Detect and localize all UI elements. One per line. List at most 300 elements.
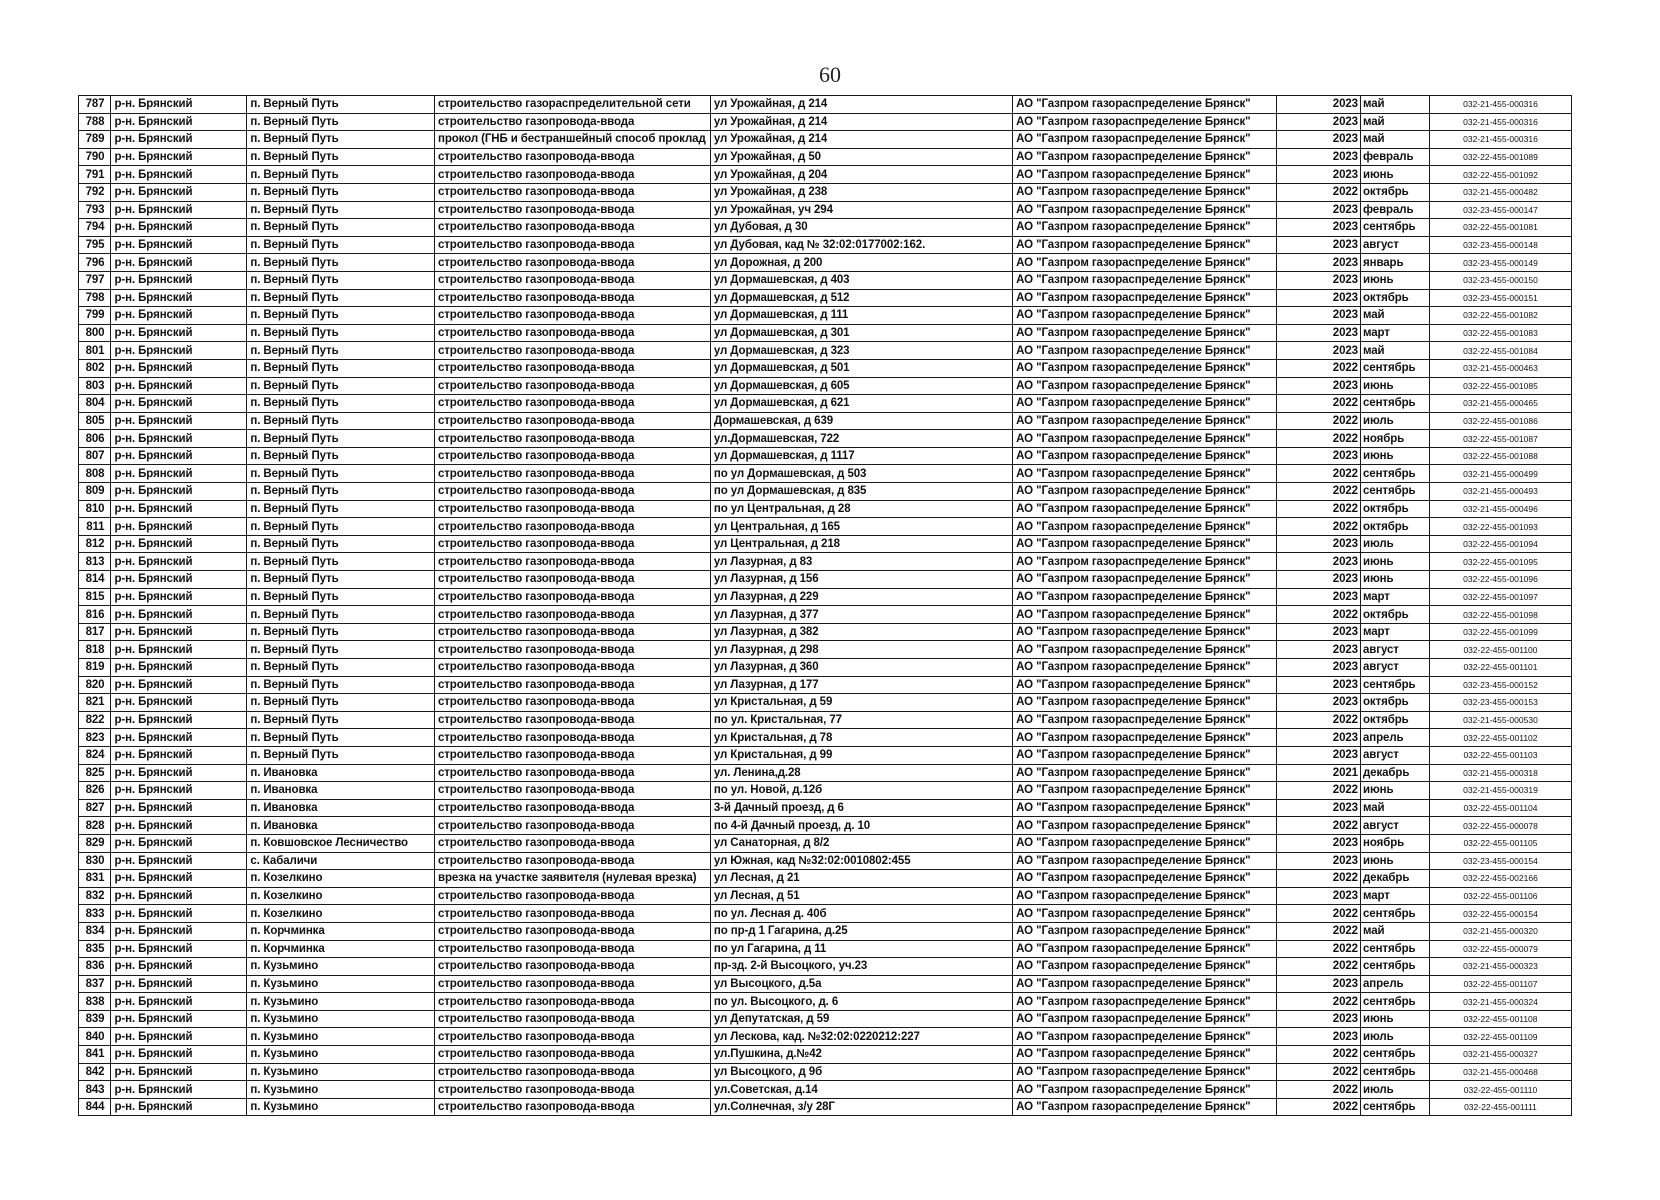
row-number-cell: 791 xyxy=(79,166,111,184)
table-row xyxy=(79,676,1572,694)
address-cell: ул Дормашевская, д 323 xyxy=(710,342,1012,360)
row-number-cell: 817 xyxy=(79,623,111,641)
address-cell: по ул. Высоцкого, д. 6 xyxy=(710,993,1012,1011)
year-cell: 2023 xyxy=(1276,834,1360,852)
district-cell: р-н. Брянский xyxy=(111,729,247,747)
address-cell: ул Дормашевская, д 111 xyxy=(710,307,1012,325)
settlement-cell: п. Верный Путь xyxy=(247,113,435,131)
code-cell: 032-21-455-000463 xyxy=(1429,359,1571,377)
organization-cell: АО "Газпром газораспределение Брянск" xyxy=(1013,324,1277,342)
month-cell: март xyxy=(1360,887,1429,905)
month-cell: июль xyxy=(1360,1028,1429,1046)
address-cell: Дормашевская, д 639 xyxy=(710,412,1012,430)
month-cell: октябрь xyxy=(1360,183,1429,201)
row-number-cell: 839 xyxy=(79,1010,111,1028)
work-type-cell: строительство газопровода-ввода xyxy=(434,746,710,764)
row-number-cell: 798 xyxy=(79,289,111,307)
year-cell: 2022 xyxy=(1276,500,1360,518)
row-number-cell: 808 xyxy=(79,465,111,483)
organization-cell: АО "Газпром газораспределение Брянск" xyxy=(1013,1046,1277,1064)
code-cell: 032-21-455-000493 xyxy=(1429,483,1571,501)
row-number-cell: 830 xyxy=(79,852,111,870)
table-row xyxy=(79,940,1572,958)
address-cell: по ул. Кристальная, 77 xyxy=(710,711,1012,729)
address-cell: ул Лесная, д 51 xyxy=(710,887,1012,905)
work-type-cell: строительство газопровода-ввода xyxy=(434,271,710,289)
settlement-cell: п. Кузьмино xyxy=(247,1063,435,1081)
month-cell: сентябрь xyxy=(1360,1098,1429,1116)
code-cell: 032-22-455-001103 xyxy=(1429,746,1571,764)
work-type-cell: строительство газопровода-ввода xyxy=(434,1010,710,1028)
table-row xyxy=(79,271,1572,289)
district-cell: р-н. Брянский xyxy=(111,588,247,606)
work-type-cell: строительство газопровода-ввода xyxy=(434,676,710,694)
settlement-cell: п. Ковшовское Лесничество xyxy=(247,834,435,852)
row-number-cell: 833 xyxy=(79,905,111,923)
district-cell: р-н. Брянский xyxy=(111,905,247,923)
organization-cell: АО "Газпром газораспределение Брянск" xyxy=(1013,729,1277,747)
row-number-cell: 829 xyxy=(79,834,111,852)
district-cell: р-н. Брянский xyxy=(111,834,247,852)
district-cell: р-н. Брянский xyxy=(111,993,247,1011)
district-cell: р-н. Брянский xyxy=(111,483,247,501)
organization-cell: АО "Газпром газораспределение Брянск" xyxy=(1013,148,1277,166)
organization-cell: АО "Газпром газораспределение Брянск" xyxy=(1013,500,1277,518)
code-cell: 032-22-455-001099 xyxy=(1429,623,1571,641)
month-cell: февраль xyxy=(1360,201,1429,219)
address-cell: ул Урожайная, д 50 xyxy=(710,148,1012,166)
settlement-cell: п. Верный Путь xyxy=(247,148,435,166)
month-cell: ноябрь xyxy=(1360,430,1429,448)
settlement-cell: с. Кабаличи xyxy=(247,852,435,870)
code-cell: 032-22-455-001083 xyxy=(1429,324,1571,342)
row-number-cell: 807 xyxy=(79,447,111,465)
organization-cell: АО "Газпром газораспределение Брянск" xyxy=(1013,236,1277,254)
table-row xyxy=(79,905,1572,923)
code-cell: 032-22-455-001107 xyxy=(1429,975,1571,993)
district-cell: р-н. Брянский xyxy=(111,359,247,377)
address-cell: ул Дормашевская, д 621 xyxy=(710,395,1012,413)
address-cell: ул Урожайная, д 214 xyxy=(710,113,1012,131)
row-number-cell: 809 xyxy=(79,483,111,501)
settlement-cell: п. Верный Путь xyxy=(247,447,435,465)
organization-cell: АО "Газпром газораспределение Брянск" xyxy=(1013,623,1277,641)
code-cell: 032-22-455-001089 xyxy=(1429,148,1571,166)
address-cell: ул Кристальная, д 78 xyxy=(710,729,1012,747)
table-row xyxy=(79,659,1572,677)
code-cell: 032-21-455-000482 xyxy=(1429,183,1571,201)
year-cell: 2023 xyxy=(1276,975,1360,993)
organization-cell: АО "Газпром газораспределение Брянск" xyxy=(1013,254,1277,272)
address-cell: ул Лесная, д 21 xyxy=(710,870,1012,888)
work-type-cell: строительство газопровода-ввода xyxy=(434,307,710,325)
year-cell: 2022 xyxy=(1276,940,1360,958)
district-cell: р-н. Брянский xyxy=(111,307,247,325)
organization-cell: АО "Газпром газораспределение Брянск" xyxy=(1013,764,1277,782)
address-cell: ул Лазурная, д 229 xyxy=(710,588,1012,606)
address-cell: ул Лазурная, д 156 xyxy=(710,571,1012,589)
month-cell: октябрь xyxy=(1360,694,1429,712)
district-cell: р-н. Брянский xyxy=(111,764,247,782)
settlement-cell: п. Козелкино xyxy=(247,870,435,888)
table-row xyxy=(79,412,1572,430)
district-cell: р-н. Брянский xyxy=(111,606,247,624)
code-cell: 032-21-455-000320 xyxy=(1429,922,1571,940)
settlement-cell: п. Верный Путь xyxy=(247,553,435,571)
year-cell: 2023 xyxy=(1276,201,1360,219)
organization-cell: АО "Газпром газораспределение Брянск" xyxy=(1013,1098,1277,1116)
settlement-cell: п. Верный Путь xyxy=(247,271,435,289)
year-cell: 2023 xyxy=(1276,289,1360,307)
settlement-cell: п. Кузьмино xyxy=(247,975,435,993)
settlement-cell: п. Ивановка xyxy=(247,817,435,835)
organization-cell: АО "Газпром газораспределение Брянск" xyxy=(1013,465,1277,483)
year-cell: 2023 xyxy=(1276,852,1360,870)
district-cell: р-н. Брянский xyxy=(111,254,247,272)
settlement-cell: п. Верный Путь xyxy=(247,483,435,501)
organization-cell: АО "Газпром газораспределение Брянск" xyxy=(1013,447,1277,465)
district-cell: р-н. Брянский xyxy=(111,236,247,254)
year-cell: 2022 xyxy=(1276,1063,1360,1081)
address-cell: ул Дорожная, д 200 xyxy=(710,254,1012,272)
table-row xyxy=(79,1010,1572,1028)
month-cell: март xyxy=(1360,324,1429,342)
year-cell: 2022 xyxy=(1276,483,1360,501)
district-cell: р-н. Брянский xyxy=(111,1063,247,1081)
address-cell: ул Высоцкого, д 9б xyxy=(710,1063,1012,1081)
year-cell: 2022 xyxy=(1276,412,1360,430)
work-type-cell: строительство газопровода-ввода xyxy=(434,201,710,219)
work-type-cell: строительство газопровода-ввода xyxy=(434,219,710,237)
month-cell: май xyxy=(1360,113,1429,131)
code-cell: 032-22-455-001102 xyxy=(1429,729,1571,747)
code-cell: 032-22-455-001111 xyxy=(1429,1098,1571,1116)
work-type-cell: строительство газопровода-ввода xyxy=(434,799,710,817)
month-cell: июнь xyxy=(1360,447,1429,465)
code-cell: 032-23-455-000149 xyxy=(1429,254,1571,272)
address-cell: ул Урожайная, д 204 xyxy=(710,166,1012,184)
work-type-cell: строительство газопровода-ввода xyxy=(434,359,710,377)
code-cell: 032-22-455-001085 xyxy=(1429,377,1571,395)
month-cell: октябрь xyxy=(1360,711,1429,729)
table-row xyxy=(79,1081,1572,1099)
year-cell: 2023 xyxy=(1276,887,1360,905)
month-cell: октябрь xyxy=(1360,606,1429,624)
table-row xyxy=(79,623,1572,641)
table-row xyxy=(79,887,1572,905)
code-cell: 032-22-455-000079 xyxy=(1429,940,1571,958)
district-cell: р-н. Брянский xyxy=(111,447,247,465)
address-cell: ул Центральная, д 218 xyxy=(710,535,1012,553)
district-cell: р-н. Брянский xyxy=(111,746,247,764)
row-number-cell: 788 xyxy=(79,113,111,131)
table-row xyxy=(79,1098,1572,1116)
district-cell: р-н. Брянский xyxy=(111,324,247,342)
address-cell: по ул Дормашевская, д 835 xyxy=(710,483,1012,501)
year-cell: 2022 xyxy=(1276,359,1360,377)
year-cell: 2023 xyxy=(1276,219,1360,237)
row-number-cell: 787 xyxy=(79,96,111,114)
row-number-cell: 843 xyxy=(79,1081,111,1099)
row-number-cell: 818 xyxy=(79,641,111,659)
address-cell: ул.Дормашевская, 722 xyxy=(710,430,1012,448)
code-cell: 032-21-455-000316 xyxy=(1429,96,1571,114)
code-cell: 032-22-455-001101 xyxy=(1429,659,1571,677)
work-type-cell: строительство газопровода-ввода xyxy=(434,764,710,782)
address-cell: ул Южная, кад №32:02:0010802:455 xyxy=(710,852,1012,870)
address-cell: ул Дормашевская, д 403 xyxy=(710,271,1012,289)
year-cell: 2023 xyxy=(1276,746,1360,764)
work-type-cell: строительство газопровода-ввода xyxy=(434,905,710,923)
work-type-cell: строительство газопровода-ввода xyxy=(434,535,710,553)
address-cell: ул Урожайная, уч 294 xyxy=(710,201,1012,219)
district-cell: р-н. Брянский xyxy=(111,518,247,536)
organization-cell: АО "Газпром газораспределение Брянск" xyxy=(1013,271,1277,289)
district-cell: р-н. Брянский xyxy=(111,711,247,729)
table-row xyxy=(79,430,1572,448)
district-cell: р-н. Брянский xyxy=(111,500,247,518)
code-cell: 032-21-455-000327 xyxy=(1429,1046,1571,1064)
settlement-cell: п. Верный Путь xyxy=(247,729,435,747)
table-row xyxy=(79,975,1572,993)
address-cell: ул Дормашевская, д 501 xyxy=(710,359,1012,377)
district-cell: р-н. Брянский xyxy=(111,940,247,958)
code-cell: 032-22-455-001100 xyxy=(1429,641,1571,659)
month-cell: июль xyxy=(1360,535,1429,553)
organization-cell: АО "Газпром газораспределение Брянск" xyxy=(1013,1081,1277,1099)
address-cell: пр-зд. 2-й Высоцкого, уч.23 xyxy=(710,958,1012,976)
district-cell: р-н. Брянский xyxy=(111,958,247,976)
organization-cell: АО "Газпром газораспределение Брянск" xyxy=(1013,535,1277,553)
table-row xyxy=(79,307,1572,325)
settlement-cell: п. Кузьмино xyxy=(247,1010,435,1028)
district-cell: р-н. Брянский xyxy=(111,148,247,166)
code-cell: 032-23-455-000154 xyxy=(1429,852,1571,870)
work-type-cell: строительство газопровода-ввода xyxy=(434,606,710,624)
organization-cell: АО "Газпром газораспределение Брянск" xyxy=(1013,483,1277,501)
row-number-cell: 790 xyxy=(79,148,111,166)
table-row xyxy=(79,131,1572,149)
work-type-cell: строительство газопровода-ввода xyxy=(434,1063,710,1081)
year-cell: 2023 xyxy=(1276,342,1360,360)
district-cell: р-н. Брянский xyxy=(111,1098,247,1116)
table-row xyxy=(79,641,1572,659)
organization-cell: АО "Газпром газораспределение Брянск" xyxy=(1013,377,1277,395)
work-type-cell: строительство газопровода-ввода xyxy=(434,711,710,729)
table-row xyxy=(79,922,1572,940)
month-cell: сентябрь xyxy=(1360,993,1429,1011)
table-row xyxy=(79,993,1572,1011)
row-number-cell: 832 xyxy=(79,887,111,905)
month-cell: июль xyxy=(1360,1081,1429,1099)
table-row xyxy=(79,113,1572,131)
organization-cell: АО "Газпром газораспределение Брянск" xyxy=(1013,571,1277,589)
settlement-cell: п. Верный Путь xyxy=(247,254,435,272)
month-cell: ноябрь xyxy=(1360,834,1429,852)
district-cell: р-н. Брянский xyxy=(111,183,247,201)
address-cell: ул Депутатская, д 59 xyxy=(710,1010,1012,1028)
row-number-cell: 828 xyxy=(79,817,111,835)
row-number-cell: 840 xyxy=(79,1028,111,1046)
year-cell: 2023 xyxy=(1276,588,1360,606)
district-cell: р-н. Брянский xyxy=(111,377,247,395)
district-cell: р-н. Брянский xyxy=(111,96,247,114)
address-cell: ул Дормашевская, д 605 xyxy=(710,377,1012,395)
row-number-cell: 792 xyxy=(79,183,111,201)
table-row xyxy=(79,746,1572,764)
row-number-cell: 802 xyxy=(79,359,111,377)
year-cell: 2023 xyxy=(1276,254,1360,272)
address-cell: ул Дубовая, д 30 xyxy=(710,219,1012,237)
district-cell: р-н. Брянский xyxy=(111,782,247,800)
code-cell: 032-22-455-001092 xyxy=(1429,166,1571,184)
code-cell: 032-21-455-000319 xyxy=(1429,782,1571,800)
address-cell: 3-й Дачный проезд, д 6 xyxy=(710,799,1012,817)
month-cell: август xyxy=(1360,746,1429,764)
code-cell: 032-23-455-000147 xyxy=(1429,201,1571,219)
month-cell: сентябрь xyxy=(1360,1046,1429,1064)
year-cell: 2023 xyxy=(1276,799,1360,817)
work-type-cell: строительство газопровода-ввода xyxy=(434,852,710,870)
year-cell: 2021 xyxy=(1276,764,1360,782)
organization-cell: АО "Газпром газораспределение Брянск" xyxy=(1013,359,1277,377)
month-cell: июнь xyxy=(1360,1010,1429,1028)
work-type-cell: строительство газопровода-ввода xyxy=(434,729,710,747)
organization-cell: АО "Газпром газораспределение Брянск" xyxy=(1013,166,1277,184)
settlement-cell: п. Верный Путь xyxy=(247,694,435,712)
year-cell: 2022 xyxy=(1276,711,1360,729)
district-cell: р-н. Брянский xyxy=(111,623,247,641)
work-type-cell: строительство газопровода-ввода xyxy=(434,623,710,641)
settlement-cell: п. Кузьмино xyxy=(247,1028,435,1046)
organization-cell: АО "Газпром газораспределение Брянск" xyxy=(1013,975,1277,993)
district-cell: р-н. Брянский xyxy=(111,166,247,184)
code-cell: 032-22-455-001082 xyxy=(1429,307,1571,325)
table-row xyxy=(79,148,1572,166)
month-cell: сентябрь xyxy=(1360,359,1429,377)
table-row xyxy=(79,395,1572,413)
table-row xyxy=(79,254,1572,272)
month-cell: май xyxy=(1360,799,1429,817)
row-number-cell: 804 xyxy=(79,395,111,413)
district-cell: р-н. Брянский xyxy=(111,289,247,307)
month-cell: сентябрь xyxy=(1360,940,1429,958)
work-type-cell: строительство газопровода-ввода xyxy=(434,500,710,518)
district-cell: р-н. Брянский xyxy=(111,694,247,712)
year-cell: 2022 xyxy=(1276,395,1360,413)
code-cell: 032-23-455-000153 xyxy=(1429,694,1571,712)
code-cell: 032-21-455-000465 xyxy=(1429,395,1571,413)
table-row xyxy=(79,764,1572,782)
settlement-cell: п. Верный Путь xyxy=(247,676,435,694)
row-number-cell: 797 xyxy=(79,271,111,289)
month-cell: август xyxy=(1360,236,1429,254)
code-cell: 032-22-455-001088 xyxy=(1429,447,1571,465)
organization-cell: АО "Газпром газораспределение Брянск" xyxy=(1013,412,1277,430)
district-cell: р-н. Брянский xyxy=(111,1028,247,1046)
organization-cell: АО "Газпром газораспределение Брянск" xyxy=(1013,817,1277,835)
gas-connection-table xyxy=(78,95,1572,1116)
organization-cell: АО "Газпром газораспределение Брянск" xyxy=(1013,606,1277,624)
work-type-cell: строительство газопровода-ввода xyxy=(434,817,710,835)
district-cell: р-н. Брянский xyxy=(111,1046,247,1064)
code-cell: 032-22-455-002166 xyxy=(1429,870,1571,888)
address-cell: ул Санаторная, д 8/2 xyxy=(710,834,1012,852)
organization-cell: АО "Газпром газораспределение Брянск" xyxy=(1013,1028,1277,1046)
address-cell: ул Лазурная, д 83 xyxy=(710,553,1012,571)
settlement-cell: п. Верный Путь xyxy=(247,201,435,219)
table-row xyxy=(79,289,1572,307)
code-cell: 032-22-455-001084 xyxy=(1429,342,1571,360)
work-type-cell: строительство газопровода-ввода xyxy=(434,887,710,905)
address-cell: по ул Дормашевская, д 503 xyxy=(710,465,1012,483)
address-cell: ул Высоцкого, д.5а xyxy=(710,975,1012,993)
address-cell: ул Урожайная, д 214 xyxy=(710,131,1012,149)
row-number-cell: 810 xyxy=(79,500,111,518)
settlement-cell: п. Верный Путь xyxy=(247,219,435,237)
page-number: 60 xyxy=(819,62,841,87)
month-cell: июнь xyxy=(1360,377,1429,395)
row-number-cell: 824 xyxy=(79,746,111,764)
month-cell: июнь xyxy=(1360,271,1429,289)
row-number-cell: 841 xyxy=(79,1046,111,1064)
year-cell: 2022 xyxy=(1276,465,1360,483)
year-cell: 2023 xyxy=(1276,377,1360,395)
code-cell: 032-21-455-000496 xyxy=(1429,500,1571,518)
year-cell: 2022 xyxy=(1276,905,1360,923)
organization-cell: АО "Газпром газораспределение Брянск" xyxy=(1013,887,1277,905)
year-cell: 2023 xyxy=(1276,307,1360,325)
work-type-cell: строительство газопровода-ввода xyxy=(434,324,710,342)
row-number-cell: 844 xyxy=(79,1098,111,1116)
work-type-cell: строительство газопровода-ввода xyxy=(434,641,710,659)
year-cell: 2022 xyxy=(1276,817,1360,835)
settlement-cell: п. Верный Путь xyxy=(247,711,435,729)
settlement-cell: п. Верный Путь xyxy=(247,236,435,254)
organization-cell: АО "Газпром газораспределение Брянск" xyxy=(1013,958,1277,976)
organization-cell: АО "Газпром газораспределение Брянск" xyxy=(1013,183,1277,201)
table-row xyxy=(79,359,1572,377)
code-cell: 032-22-455-001095 xyxy=(1429,553,1571,571)
month-cell: июнь xyxy=(1360,852,1429,870)
district-cell: р-н. Брянский xyxy=(111,641,247,659)
row-number-cell: 812 xyxy=(79,535,111,553)
year-cell: 2022 xyxy=(1276,1081,1360,1099)
year-cell: 2022 xyxy=(1276,606,1360,624)
district-cell: р-н. Брянский xyxy=(111,870,247,888)
work-type-cell: строительство газопровода-ввода xyxy=(434,148,710,166)
code-cell: 032-22-455-001087 xyxy=(1429,430,1571,448)
month-cell: октябрь xyxy=(1360,500,1429,518)
year-cell: 2022 xyxy=(1276,782,1360,800)
settlement-cell: п. Верный Путь xyxy=(247,430,435,448)
year-cell: 2023 xyxy=(1276,148,1360,166)
row-number-cell: 819 xyxy=(79,659,111,677)
row-number-cell: 801 xyxy=(79,342,111,360)
row-number-cell: 816 xyxy=(79,606,111,624)
settlement-cell: п. Кузьмино xyxy=(247,1046,435,1064)
work-type-cell: строительство газопровода-ввода xyxy=(434,1081,710,1099)
organization-cell: АО "Газпром газораспределение Брянск" xyxy=(1013,553,1277,571)
year-cell: 2022 xyxy=(1276,922,1360,940)
year-cell: 2023 xyxy=(1276,659,1360,677)
row-number-cell: 827 xyxy=(79,799,111,817)
address-cell: ул Лазурная, д 298 xyxy=(710,641,1012,659)
work-type-cell: строительство газопровода-ввода xyxy=(434,518,710,536)
month-cell: сентябрь xyxy=(1360,465,1429,483)
work-type-cell: строительство газопровода-ввода xyxy=(434,993,710,1011)
table-row xyxy=(79,870,1572,888)
